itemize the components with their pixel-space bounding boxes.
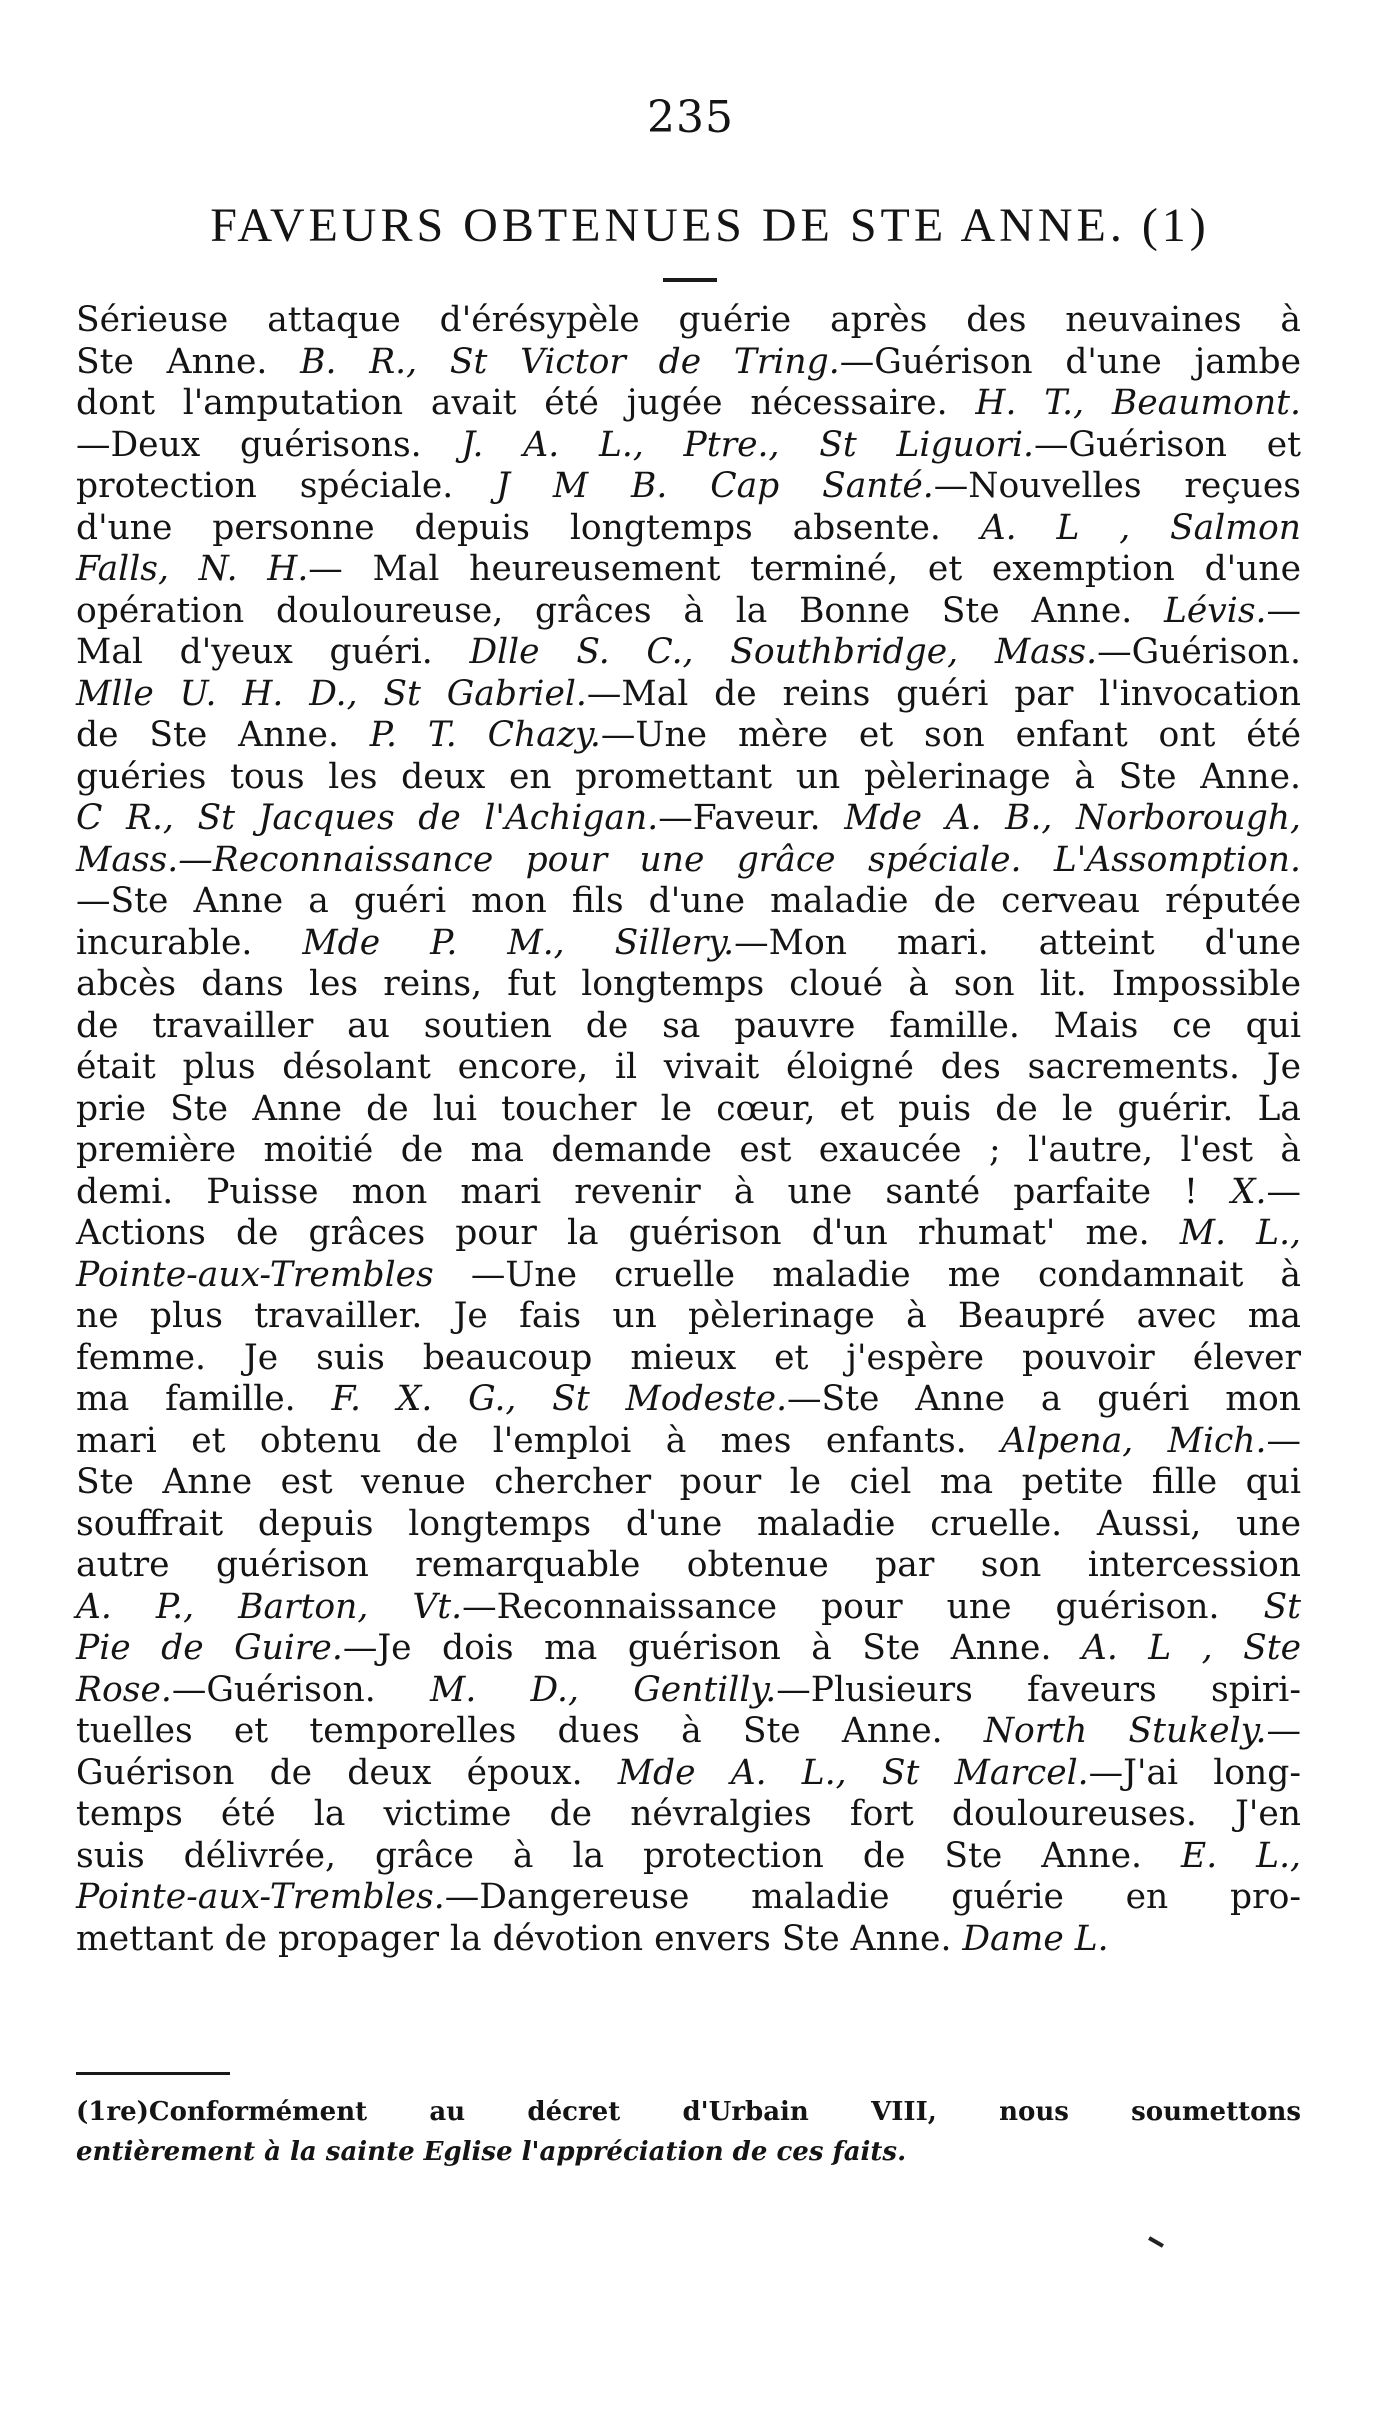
text-line: de travailler au soutien de sa pauvre famille. Mais ce qui	[76, 1005, 1301, 1046]
text-line: Actions de grâces pour la guérison d'un rhumat' me. M. L.,	[76, 1213, 1302, 1253]
text-line: Mass.—Reconnaissance pour une grâce spéciale. L'Assomption.	[76, 839, 1301, 880]
text-line: dont l'amputation avait été jugée nécessaire. H. T., Beaumont.	[76, 383, 1301, 423]
text-line: C R., St Jacques de l'Achigan.—Faveur. Mde A. B., Norborough,	[76, 798, 1302, 838]
text-line: autre guérison remarquable obtenue par son intercession	[76, 1545, 1301, 1585]
text-line: Pointe-aux-Trembles —Une cruelle maladie me condamnait à	[76, 1254, 1301, 1295]
text-line: femme. Je suis beaucoup mieux et j'espère pouvoir élever	[76, 1337, 1301, 1378]
footnote-line: entièrement à la sainte Eglise l'appréciation de ces faits.	[76, 2137, 907, 2167]
text-line: mettant de propager la dévotion envers Ste Anne. Dame L.	[76, 1918, 1109, 1959]
page-number: 235	[647, 92, 734, 143]
page-title: FAVEURS OBTENUES DE STE ANNE. (1)	[210, 199, 1210, 252]
text-line: Ste Anne est venue chercher pour le ciel ma petite fille qui	[76, 1462, 1301, 1502]
text-line: temps été la victime de névralgies fort douloureuses. J'en	[76, 1794, 1301, 1834]
text-line: guéries tous les deux en promettant un pèlerinage à Ste Anne.	[76, 756, 1301, 797]
text-line: ma famille. F. X. G., St Modeste.—Ste Anne a guéri mon	[76, 1379, 1301, 1419]
ink-mark	[1148, 2236, 1164, 2247]
text-line: Pointe-aux-Trembles.—Dangereuse maladie guérie en pro-	[76, 1877, 1301, 1917]
footnote	[76, 2092, 1301, 2172]
text-line: Pie de Guire.—Je dois ma guérison à Ste Anne. A. L , Ste	[76, 1628, 1301, 1668]
text-line: opération douloureuse, grâces à la Bonne Ste Anne. Lévis.—	[76, 590, 1301, 631]
text-line: Mal d'yeux guéri. Dlle S. C., Southbridge, Mass.—Guérison.	[76, 632, 1301, 672]
text-line: Falls, N. H.— Mal heureusement terminé, et exemption d'une	[76, 549, 1302, 589]
body-text	[76, 300, 1301, 1960]
text-line: était plus désolant encore, il vivait éloigné des sacrements. Je	[76, 1047, 1301, 1087]
text-line: Ste Anne. B. R., St Victor de Tring.—Guérison d'une jambe	[76, 341, 1301, 382]
text-line: —Ste Anne a guéri mon fils d'une maladie de cerveau réputée	[76, 881, 1301, 921]
text-line: Rose.—Guérison. M. D., Gentilly.—Plusieurs faveurs spiri-	[76, 1669, 1301, 1710]
text-line: Guérison de deux époux. Mde A. L., St Marcel.—J'ai long-	[76, 1752, 1301, 1793]
text-line: abcès dans les reins, fut longtemps cloué à son lit. Impossible	[76, 964, 1301, 1004]
text-line: suis délivrée, grâce à la protection de Ste Anne. E. L.,	[76, 1835, 1302, 1876]
title-divider	[663, 278, 717, 282]
text-line: tuelles et temporelles dues à Ste Anne. North Stukely.—	[76, 1711, 1301, 1751]
text-line: mari et obtenu de l'emploi à mes enfants. Alpena, Mich.—	[76, 1420, 1301, 1461]
text-line: Sérieuse attaque d'érésypèle guérie après des neuvaines à	[76, 300, 1301, 340]
text-line: A. P., Barton, Vt.—Reconnaissance pour une guérison. St	[76, 1586, 1301, 1627]
text-line: protection spéciale. J M B. Cap Santé.—Nouvelles reçues	[76, 466, 1301, 506]
text-line: ne plus travailler. Je fais un pèlerinage à Beaupré avec ma	[76, 1296, 1301, 1336]
text-line: prie Ste Anne de lui toucher le cœur, et puis de le guérir. La	[76, 1088, 1301, 1129]
text-line: demi. Puisse mon mari revenir à une santé parfaite ! X.—	[76, 1171, 1301, 1212]
text-line: de Ste Anne. P. T. Chazy.—Une mère et son enfant ont été	[76, 715, 1301, 755]
footnote-divider	[76, 2072, 230, 2075]
text-line: Mlle U. H. D., St Gabriel.—Mal de reins guéri par l'invocation	[76, 673, 1301, 714]
text-line: première moitié de ma demande est exaucée ; l'autre, l'est à	[76, 1130, 1301, 1170]
footnote-line: (1re)Conformément au décret d'Urbain VIII, nous soumettons	[76, 2097, 1301, 2127]
text-line: incurable. Mde P. M., Sillery.—Mon mari. atteint d'une	[76, 922, 1301, 963]
text-line: souffrait depuis longtemps d'une maladie cruelle. Aussi, une	[76, 1503, 1301, 1544]
text-line: —Deux guérisons. J. A. L., Ptre., St Liguori.—Guérison et	[76, 424, 1301, 465]
text-line: d'une personne depuis longtemps absente. A. L , Salmon	[76, 507, 1301, 548]
